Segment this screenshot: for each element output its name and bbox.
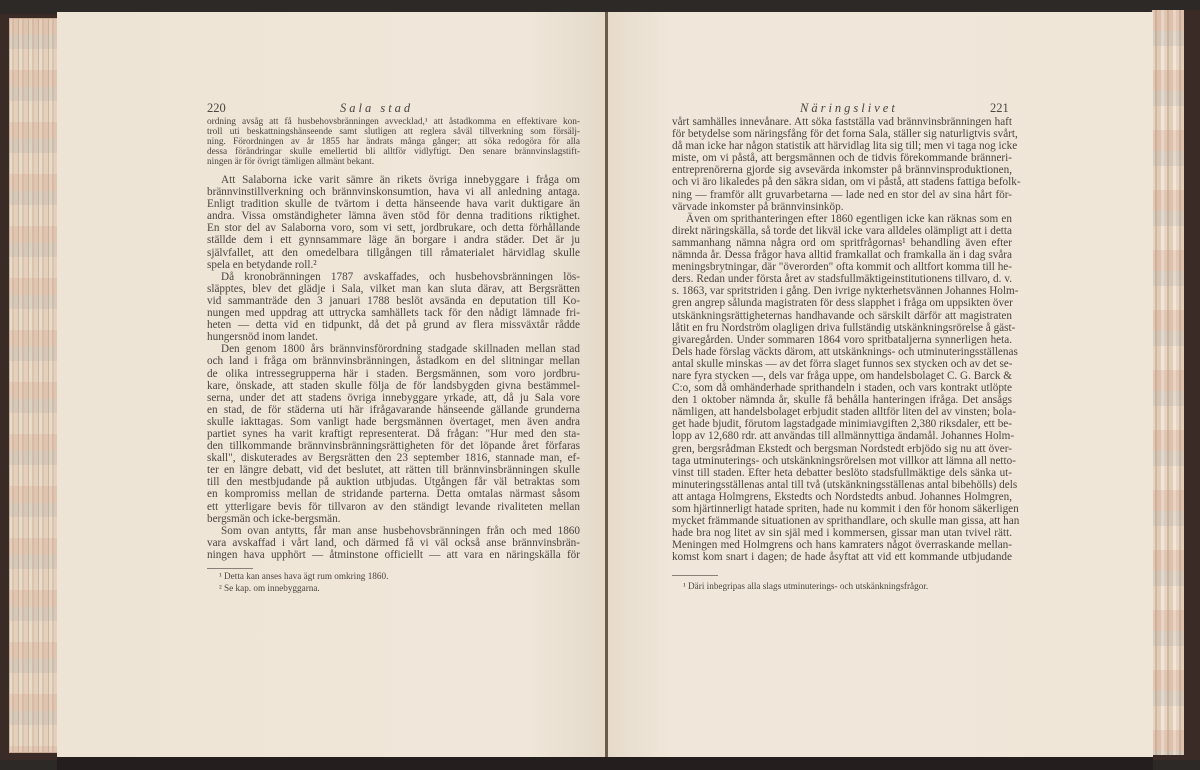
- text-line: skulle iakttagas. Som vanligt hade bergsmännen övertaget, men även andra: [207, 415, 580, 428]
- text-line: bergsmän och icke-bergsmän.: [207, 512, 341, 525]
- text-line: vara avskaffad i vårt land, och därmed få vi väl också anse brännvinsbrän-: [207, 536, 580, 549]
- text-line: givaregården. Under sommaren 1864 voro spritbataljerna synnerligen heta.: [672, 333, 1012, 346]
- text-line: de olika intressegrupperna här i staden. Bergsmännen, som voro jordbru-: [207, 367, 580, 380]
- text-line: meningsbrytningar, där "överorden" ofta kommit och alltfort komma till he-: [672, 261, 1012, 274]
- text-line: för betydelse som näringsfång för det forna Sala, ställer sig naturligtvis svårt,: [672, 128, 1018, 141]
- text-line: andra. Vissa omständigheter lämna även stöd för denna traditions riktighet.: [207, 210, 580, 223]
- text-line: Den genom 1800 års brännvinsförordning stadgade skillnaden mellan stad: [221, 343, 580, 356]
- text-line: direkt näringskälla, så torde det likväl icke vara alldeles olämpligt att i detta: [672, 224, 1012, 237]
- text-line: lopp av 12,680 rdr. att användas till allmännyttiga ändamål. Johannes Holm-: [672, 430, 1015, 443]
- text-line: ordning avsåg att få husbehovsbränningen avvecklad,¹ att åstadkomma en effektivare kon-: [207, 117, 580, 127]
- text-line: ningen är för övrigt tämligen allmänt bekant.: [207, 156, 375, 167]
- text-line: gren angrep sålunda magistraten för dess slapphet i fråga om uppsikten över: [672, 297, 1013, 310]
- text-line: mycket främmande situationen av sprithandlare, och skulle man gissa, att han: [672, 515, 1020, 528]
- text-line: sammanhang nämna några ord om spritfrågornas¹ behandling även efter: [672, 236, 1012, 249]
- text-line: Att Salaborna icke varit sämre än rikets övriga innebyggare i fråga om: [221, 174, 580, 186]
- text-line: utskänkningsrättigheternas handhavande och särskilt därför att magistraten: [672, 309, 1012, 322]
- text-line: komst kom snart i dagen; de hade åsyftat att vid ett kommande utbjudande: [672, 551, 1012, 564]
- text-line: ning. Förordningen av år 1855 har ändrats många gånger; att söka redogöra för alla: [207, 136, 580, 147]
- text-line: En stor del av Salaborna voro, som vi sett, jordbrukare, och detta förhållande: [207, 222, 580, 235]
- text-line: som hjärtinnerligt hatade spriten, hade nu kommit i den för honom säkerligen: [672, 503, 1019, 515]
- text-line: den tillkommande brännvinsbränningsrättigheten för det löpande året förfaras: [207, 440, 580, 453]
- text-line: låtit en fru Nordström olagligen driva fullständig utskänkningsrörelse å gäst-: [672, 321, 1016, 334]
- table-surface: [57, 756, 1153, 770]
- text-line: nämnda år. Dessa frågor hava alltid framkallat och framkalla än i dag svåra: [672, 249, 1012, 262]
- text-line: Meningen med Holmgrens och hans kamraters något överraskande mellan-: [672, 539, 1012, 552]
- text-line: ningen hava upphört — åtminstone officiellt — att vara en näringskälla för: [207, 548, 580, 561]
- text-line: vårt samhälles innevånare. Att söka fastställa vad brännvinsbränningen haft: [672, 116, 1012, 128]
- text-line: hungersnöd inom landet.: [207, 331, 318, 344]
- text-line: kare, önskade, att staden skulle följa de för landsbygden givna bestämmel-: [207, 379, 580, 392]
- text-line: serna, under det att stadens övriga innebyggare yrkade, att, då ju Sala vore: [207, 391, 580, 404]
- text-line: vid sammanträde den 3 januari 1788 beslöt avsända en deputation till Ko-: [207, 294, 580, 307]
- text-line: en stad, de för städerna uti här ifrågavarande hänseende gällande grunderna: [207, 403, 580, 416]
- text-line: vinst till staden. Efter heta debatter beslöto stadsfullmäktige dels sänka ut-: [672, 466, 1012, 479]
- text-line: brännvinstillverkning och brännvinskonsumtion, hava vi all anledning antaga.: [207, 186, 580, 199]
- text-line: spela en betydande roll.²: [207, 258, 317, 271]
- text-line: heten — detta vid en tidpunkt, då det på grund av flera missväxtår rådde: [207, 319, 580, 332]
- right-footnote-1: ¹ Däri inbegripas alla slags utminuterings- och utskänkningsfrågor.: [683, 581, 929, 591]
- text-line: nungen med uppdrag att uttrycka samhällets tack för den nådigt lämnade fri-: [207, 307, 580, 320]
- right-running-head: Näringslivet: [800, 101, 898, 115]
- text-line: att antaga Holmgrens, Ekstedts och Nordstedts anbud. Johannes Holmgren,: [672, 490, 1012, 503]
- text-line: get hade bjudit, förutom lagstadgade minimiavgiften 2,380 riksdaler, ett be-: [672, 418, 1012, 431]
- left-page-number: 220: [207, 101, 226, 115]
- right-page-number: 221: [990, 101, 1009, 115]
- text-line: ställde dem i ett gynnsammare läge än borgare i andra städer. Det är ju: [207, 234, 580, 247]
- text-line: självfallet, att den omedelbara tillgången till råmaterialet härvidlag skulle: [207, 246, 580, 259]
- text-line: C:o, som då omhänderhade sprithandeln i staden, och vars kontrakt utlöpte: [672, 382, 1012, 395]
- text-line: gren, bergsrådman Ekstedt och bergsman Nordstedt erbjödo sig nu att över-: [672, 442, 1012, 455]
- text-line: antal skulle minskas — av det förra slaget funnos sex stycken och av det se-: [672, 357, 1013, 370]
- text-line: ett ytterligare bevis för tillvaron av den ständigt levande rivaliteten mellan: [207, 500, 580, 513]
- left-footnote-rule: [207, 568, 253, 569]
- text-line: ders. Redan under första året av stadsfullmäktigeinstitutionens tillvaro, d. v.: [672, 273, 1012, 286]
- text-line: s. 1863, var spritstriden i gång. Den ivrige nykterhetsvännen Johannes Holm-: [672, 285, 1019, 298]
- text-line: ter en längre debatt, vid det beslutet, att rätten till brännvinsbränningen skulle: [207, 464, 580, 477]
- left-footnote-1: ¹ Detta kan anses hava ägt rum omkring 1860.: [219, 571, 389, 581]
- text-line: Som ovan antytts, får man anse husbehovsbränningen från och med 1860: [221, 524, 580, 537]
- text-line: skall", diskuterades av Bergsrätten den 23 september 1816, stannade man, ef-: [207, 452, 580, 465]
- right-footnote-rule: [672, 575, 718, 576]
- text-line: entreprenörerna gjorde sig avsevärda inkomster på brännvinsproduktionen,: [672, 164, 1012, 177]
- text-line: släpptes, blev det glädje i Sala, vilket man kan sluta därav, att Bergsrätten: [207, 282, 580, 295]
- text-line: Dels hade förslag väckts därom, att utskänknings- och utminuteringsställenas: [672, 345, 1018, 358]
- text-line: Även om sprithanteringen efter 1860 egentligen icke kan räknas som en: [686, 212, 1012, 225]
- text-line: till den mestbjudande på auktion utbjudas. Utgången får väl betraktas som: [207, 476, 580, 489]
- text-line: ning — framför allt gruvarbetarna — lade ned en stor del av sina hårt för-: [672, 188, 1012, 201]
- marbled-page-edge-left: [9, 18, 59, 753]
- text-line: troll uti beskattningshänseende samt slutligen att reglera såväl tillverkning som försälj-: [207, 126, 580, 137]
- left-body-text: [207, 174, 580, 561]
- text-line: en kompromiss mellan de stridande parterna. Detta omtalas närmast såsom: [207, 488, 580, 501]
- left-footnote-2: ² Se kap. om innebyggarna.: [219, 583, 320, 593]
- text-line: den 1 oktober nämnda år, skulle få behålla hanteringen ifråga. Det ansågs: [672, 394, 1012, 407]
- left-continued-footnote: [207, 118, 580, 167]
- text-line: och land i fråga om brännvinsbränningen, åstadkom en del slitningar mellan: [207, 355, 580, 368]
- marbled-page-edge-right: [1152, 10, 1184, 755]
- text-line: Då kronobränningen 1787 avskaffades, och husbehovsbränningen lös-: [221, 270, 580, 283]
- text-line: Enligt tradition skulle de tvärtom i detta hänseende hava varit duktigare än: [207, 198, 580, 211]
- right-body-text: [672, 116, 1021, 564]
- text-line: minuteringsställenas antal till två (utskänkningsställenas antal bibehölls) dels: [672, 478, 1018, 491]
- book-gutter: [605, 12, 608, 757]
- text-line: partiet synes ha varit kraftigt representerat. Då frågan: "Hur med den sta-: [207, 427, 580, 440]
- text-line: dessa förändringar skulle emellertid bli alltför vidlyftigt. Den senare brännvinslagstift-: [207, 146, 580, 157]
- left-running-head: Sala stad: [340, 101, 414, 115]
- text-line: då man icke har någon statistik att härvidlag lita sig till; men vi taga nog icke: [672, 140, 1018, 153]
- text-line: värvade inkomster på brännvinsinköp.: [672, 200, 844, 213]
- text-line: taga utminuterings- och utskänkningsrörelsen mot villkor att lämna all netto-: [672, 454, 1016, 467]
- text-line: och vi äro likaledes på den säkra sidan, om vi påstå, att stadens fattiga befolk-: [672, 176, 1021, 189]
- text-line: nare fyra stycken —, dels var fråga uppe, om handelsbolaget C. G. Barck &: [672, 369, 1012, 382]
- text-line: hade bra nog litet av sin själ med i kommersen, gissar man utan tvivel rätt.: [672, 527, 1012, 540]
- text-line: miste, om vi påstå, att bergsmännen och de tidvis förekommande bränneri-: [672, 152, 1012, 165]
- text-line: nämligen, att handelsbolaget erbjudit staden alltför liten del av vinsten; bola-: [672, 406, 1016, 419]
